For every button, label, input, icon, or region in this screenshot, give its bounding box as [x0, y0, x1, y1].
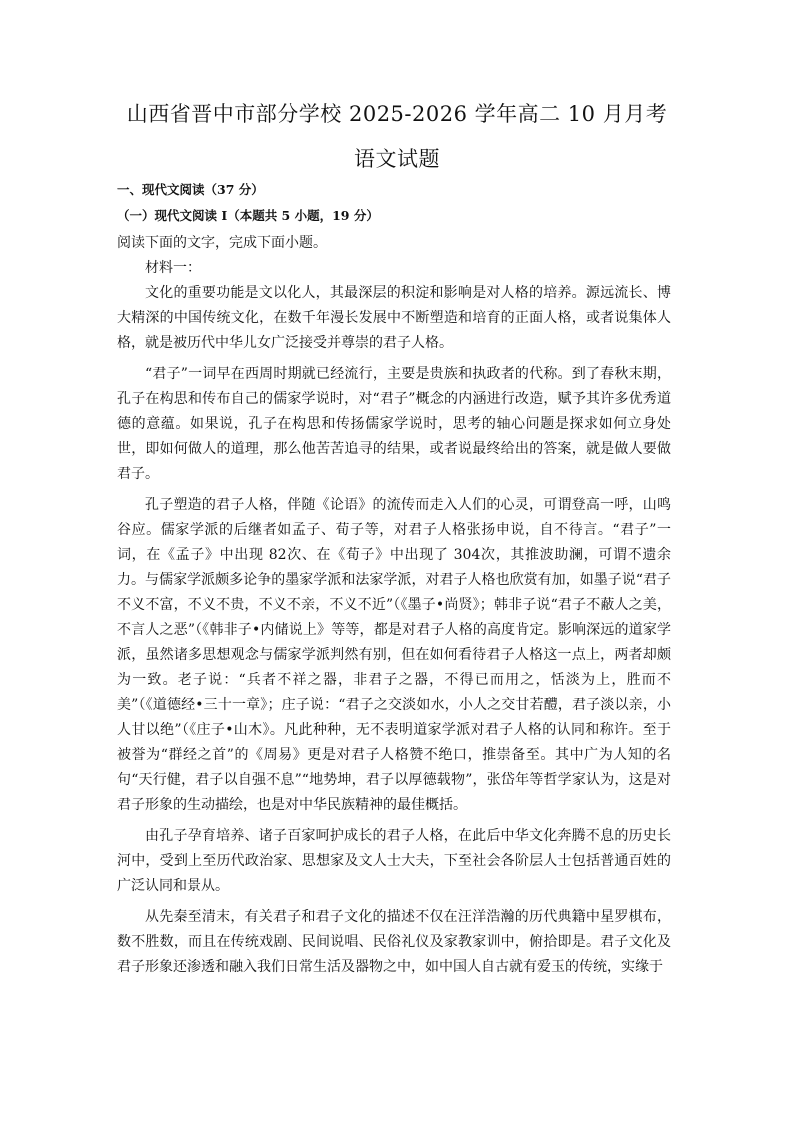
paragraph: 从先秦至清末，有关君子和君子文化的描述不仅在汪洋浩瀚的历代典籍中星罗棋布，数不胜数，而且在传统戏剧、民间说唱、民俗礼仪及家教家训中，俯拾即是。君子文化及君子形象还渗透和融入我们日常生活及器物之中，如中国人自古就有爱玉的传统，实缘于	[117, 909, 671, 975]
paragraph: 由孔子孕育培养、诸子百家呵护成长的君子人格，在此后中华文化奔腾不息的历史长河中，受到上至历代政治家、思想家及文人士大夫，下至社会各阶层人士包括普通百姓的广泛认同和景从。	[117, 828, 671, 894]
reading-passage	[117, 281, 671, 986]
paragraph: 文化的重要功能是文以化人，其最深层的积淀和影响是对人格的培养。源远流长、博大精深的中国传统文化，在数千年漫长发展中不断塑造和培育的正面人格，或者说集体人格，就是被历代中华儿女广泛接受并尊崇的君子人格。	[117, 285, 671, 351]
paragraph: 孔子塑造的君子人格，伴随《论语》的流传而走入人们的心灵，可谓登高一呼，山鸣谷应。儒家学派的后继者如孟子、荀子等，对君子人格张扬申说，自不待言。“君子”一词，在《孟子》中出现 82次、在《荀子》中出现了 304次，其推波助澜，可谓不遗余力。与儒家学派颇多论争的墨家学派和法家学派，对君子人格也欣赏有加，如墨子说“君子不义不富，不义不贵，不义不亲，不义不近”（《墨子•尚贤》；韩非子说“君子不蔽人之美，不言人之恶”（《韩非子•内储说上》等等，都是对君子人格的高度肯定。影响深远的道家学派，虽然诸多思想观念与儒家学派判然有别，但在如何看待君子人格这一点上，两者却颇为一致。老子说：“兵者不祥之器，非君子之器，不得已而用之，恬淡为上，胜而不美”（《道德经•三十一章》；庄子说：“君子之交淡如水，小人之交甘若醴，君子淡以亲，小人甘以绝”（《庄子•山木》。凡此种种，无不表明道家学派对君子人格的认同和称许。至于被誉为“群经之首”的《周易》更是对君子人格赞不绝口，推崇备至。其中广为人知的名句“天行健，君子以自强不息”“地势坤，君子以厚德载物”，张岱年等哲学家认为，这是对君子形象的生动描绘，也是对中华民族精神的最佳概括。	[117, 497, 671, 813]
material-label: 材料一：	[145, 260, 201, 276]
exam-title: 山西省晋中市部分学校 2025-2026 学年高二 10 月月考	[126, 102, 668, 126]
section-heading: 一、现代文阅读（37 分）	[117, 182, 264, 197]
paragraph: “君子”一词早在西周时期就已经流行，主要是贵族和执政者的代称。到了春秋末期，孔子在构思和传布自己的儒家学说时，对“君子”概念的内涵进行改造，赋予其许多优秀道德的意蕴。如果说，孔子在构思和传扬儒家学说时，思考的轴心问题是探求如何立身处世，即如何做人的道理，那么他苦苦追寻的结果，或者说最终给出的答案，就是做人要做君子。	[117, 366, 671, 482]
subsection-heading: （一）现代文阅读 I（本题共 5 小题，19 分）	[117, 208, 379, 223]
instruction-text: 阅读下面的文字，完成下面小题。	[117, 235, 327, 251]
exam-subtitle: 语文试题	[354, 147, 440, 171]
